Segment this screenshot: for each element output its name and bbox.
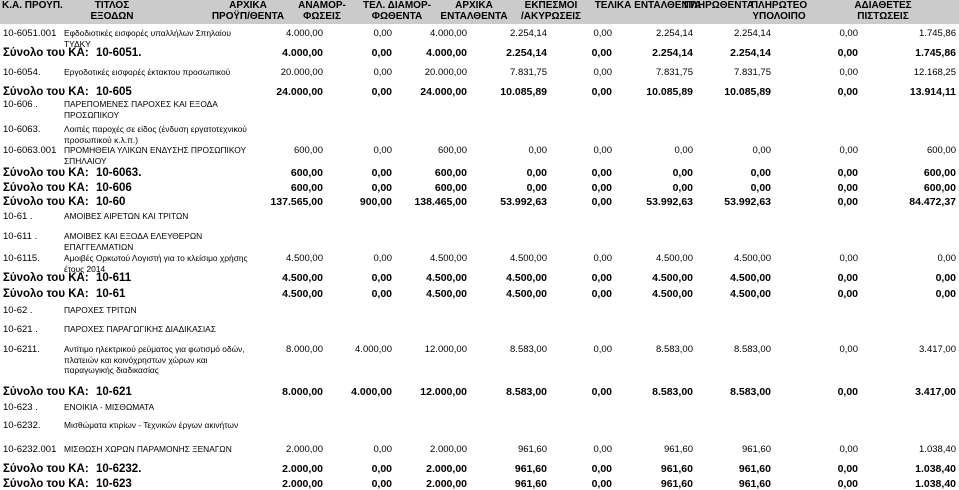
value-amendments: 4.000,00 bbox=[351, 386, 392, 398]
value-available-credit: 0,00 bbox=[937, 253, 956, 264]
value-amendments: 0,00 bbox=[373, 253, 392, 264]
value-amendments: 0,00 bbox=[371, 478, 392, 490]
value-amendments: 0,00 bbox=[371, 463, 392, 475]
value-amendments: 0,00 bbox=[373, 145, 392, 156]
value-amendments: 0,00 bbox=[371, 182, 392, 194]
value-paid: 961,60 bbox=[738, 463, 771, 475]
value-final-amended: 4.500,00 bbox=[426, 288, 467, 300]
value-final-committed: 2.254,14 bbox=[652, 47, 693, 59]
value-deductions: 0,00 bbox=[591, 386, 612, 398]
value-deductions: 0,00 bbox=[593, 28, 612, 39]
value-deductions: 0,00 bbox=[593, 253, 612, 264]
value-paid: 2.254,14 bbox=[730, 47, 771, 59]
value-payable-balance: 0,00 bbox=[839, 344, 858, 355]
value-payable-balance: 0,00 bbox=[837, 288, 858, 300]
value-deductions: 0,00 bbox=[593, 145, 612, 156]
header-line-1: Κ.Α. ΠΡΟΥΠ. bbox=[2, 0, 63, 11]
value-payable-balance: 0,00 bbox=[837, 478, 858, 490]
account-description: Μισθώματα κτιρίων - Τεχνικών έργων ακινήτων bbox=[64, 420, 239, 430]
total-code: 10-605 bbox=[96, 86, 132, 98]
value-paid: 961,60 bbox=[738, 478, 771, 490]
header-line-2: ΠΙΣΤΩΣΕΙΣ bbox=[857, 11, 909, 22]
value-paid: 8.583,00 bbox=[730, 386, 771, 398]
value-amendments: 0,00 bbox=[371, 288, 392, 300]
value-payable-balance: 0,00 bbox=[839, 444, 858, 455]
value-final-committed: 4.500,00 bbox=[652, 272, 693, 284]
value-initial-committed: 961,60 bbox=[517, 444, 547, 455]
account-code: 10-61 . bbox=[3, 211, 33, 222]
account-code: 10-6211. bbox=[3, 344, 40, 355]
header-line-2: ΦΩΣΕΙΣ bbox=[303, 11, 341, 22]
value-deductions: 0,00 bbox=[591, 196, 612, 208]
value-final-amended: 12.000,00 bbox=[420, 386, 467, 398]
value-payable-balance: 0,00 bbox=[837, 463, 858, 475]
value-initial-budget: 8.000,00 bbox=[282, 386, 323, 398]
value-deductions: 0,00 bbox=[591, 478, 612, 490]
value-paid: 4.500,00 bbox=[734, 253, 771, 264]
account-code: 10-6063.001 bbox=[3, 145, 57, 156]
value-initial-budget: 4.000,00 bbox=[286, 28, 323, 39]
value-paid: 961,60 bbox=[741, 444, 771, 455]
value-final-committed: 0,00 bbox=[672, 167, 693, 179]
total-code: 10-606 bbox=[96, 182, 132, 194]
value-final-committed: 961,60 bbox=[660, 478, 693, 490]
value-final-committed: 53.992,63 bbox=[646, 196, 693, 208]
value-paid: 4.500,00 bbox=[730, 272, 771, 284]
total-label: Σύνολο του ΚΑ: bbox=[3, 272, 89, 284]
value-available-credit: 0,00 bbox=[935, 288, 956, 300]
account-description: Αντίτιμο ηλεκτρικού ρεύματος για φωτισμό οδών, πλατειών και κοινόχρηστων χώρων και παραγωγικής διαδικασίας bbox=[64, 344, 245, 375]
account-description: Αμοιβές Ορκωτού Λογιστή για το κλείσιμο χρήσης έτους 2014 bbox=[64, 253, 248, 274]
value-initial-committed: 8.583,00 bbox=[510, 344, 547, 355]
value-payable-balance: 0,00 bbox=[839, 28, 858, 39]
total-code: 10-6063. bbox=[96, 167, 142, 179]
value-deductions: 0,00 bbox=[593, 344, 612, 355]
account-description: ΑΜΟΙΒΕΣ ΑΙΡΕΤΩΝ ΚΑΙ ΤΡΙΤΩΝ bbox=[64, 211, 189, 221]
value-payable-balance: 0,00 bbox=[839, 67, 858, 78]
value-final-committed: 4.500,00 bbox=[656, 253, 693, 264]
value-available-credit: 1.745,86 bbox=[915, 47, 956, 59]
account-description: ΠΑΡΟΧΕΣ ΤΡΙΤΩΝ bbox=[64, 305, 137, 315]
value-final-committed: 8.583,00 bbox=[656, 344, 693, 355]
account-code: 10-6232.001 bbox=[3, 444, 57, 455]
value-available-credit: 0,00 bbox=[935, 272, 956, 284]
header-line-1: ΑΔΙΑΘΕΤΕΣ bbox=[854, 0, 912, 11]
account-code: 10-6054. bbox=[3, 67, 41, 78]
account-description: ΕΝΟΙΚΙΑ - ΜΙΣΘΩΜΑΤΑ bbox=[64, 402, 155, 412]
header-line-1: ΑΡΧΙΚΑ bbox=[229, 0, 267, 11]
value-amendments: 0,00 bbox=[373, 28, 392, 39]
value-final-committed: 0,00 bbox=[674, 145, 693, 156]
total-label: Σύνολο του ΚΑ: bbox=[3, 182, 89, 194]
value-deductions: 0,00 bbox=[591, 182, 612, 194]
value-initial-budget: 137.565,00 bbox=[270, 196, 323, 208]
value-initial-committed: 8.583,00 bbox=[506, 386, 547, 398]
value-final-committed: 10.085,89 bbox=[646, 86, 693, 98]
total-code: 10-60 bbox=[96, 196, 126, 208]
value-final-amended: 138.465,00 bbox=[414, 196, 467, 208]
value-available-credit: 12.168,25 bbox=[913, 67, 956, 78]
value-deductions: 0,00 bbox=[591, 167, 612, 179]
value-final-amended: 4.500,00 bbox=[430, 253, 467, 264]
value-final-committed: 0,00 bbox=[672, 182, 693, 194]
value-final-committed: 4.500,00 bbox=[652, 288, 693, 300]
value-available-credit: 600,00 bbox=[923, 182, 956, 194]
header-payable-balance bbox=[719, 0, 839, 22]
value-deductions: 0,00 bbox=[591, 86, 612, 98]
total-code: 10-6051. bbox=[96, 47, 142, 59]
account-code: 10-6115. bbox=[3, 253, 40, 264]
value-initial-budget: 600,00 bbox=[293, 145, 323, 156]
account-code: 10-606 . bbox=[3, 99, 38, 110]
value-final-amended: 4.500,00 bbox=[426, 272, 467, 284]
value-initial-committed: 53.992,63 bbox=[500, 196, 547, 208]
value-final-committed: 7.831,75 bbox=[656, 67, 693, 78]
total-label: Σύνολο του ΚΑ: bbox=[3, 196, 89, 208]
total-label: Σύνολο του ΚΑ: bbox=[3, 478, 89, 490]
total-code: 10-6232. bbox=[96, 463, 142, 475]
value-paid: 53.992,63 bbox=[724, 196, 771, 208]
value-deductions: 0,00 bbox=[591, 47, 612, 59]
value-final-amended: 4.000,00 bbox=[430, 28, 467, 39]
value-initial-budget: 2.000,00 bbox=[282, 463, 323, 475]
value-final-amended: 20.000,00 bbox=[424, 67, 467, 78]
header-line-1: ΑΝΑΜΟΡ- bbox=[298, 0, 346, 11]
account-code: 10-62 . bbox=[3, 305, 33, 316]
value-payable-balance: 0,00 bbox=[839, 253, 858, 264]
value-payable-balance: 0,00 bbox=[839, 145, 858, 156]
account-description: ΜΙΣΘΩΣΗ ΧΩΡΩΝ ΠΑΡΑΜΟΝΗΣ ΞΕΝΑΓΩΝ bbox=[64, 444, 232, 454]
value-initial-budget: 4.500,00 bbox=[286, 253, 323, 264]
value-final-amended: 4.000,00 bbox=[426, 47, 467, 59]
value-deductions: 0,00 bbox=[593, 444, 612, 455]
value-final-amended: 600,00 bbox=[434, 182, 467, 194]
header-line-1: ΑΡΧΙΚΑ bbox=[455, 0, 493, 11]
account-code: 10-6063. bbox=[3, 124, 41, 135]
total-code: 10-61 bbox=[96, 288, 126, 300]
header-line-1: ΤΕΛ. ΔΙΑΜΟΡ- bbox=[363, 0, 431, 11]
account-code: 10-6232. bbox=[3, 420, 41, 431]
account-description: Εργοδοτικές εισφορές έκτακτου προσωπικού bbox=[64, 67, 231, 77]
value-initial-budget: 4.000,00 bbox=[282, 47, 323, 59]
value-final-amended: 2.000,00 bbox=[426, 478, 467, 490]
value-payable-balance: 0,00 bbox=[837, 167, 858, 179]
value-payable-balance: 0,00 bbox=[837, 272, 858, 284]
value-payable-balance: 0,00 bbox=[837, 386, 858, 398]
value-paid: 8.583,00 bbox=[734, 344, 771, 355]
account-description: ΠΡΟΜΗΘΕΙΑ ΥΛΙΚΩΝ ΕΝΔΥΣΗΣ ΠΡΟΣΩΠΙΚΟΥ ΣΠΗΛΑΙΟΥ bbox=[64, 145, 246, 166]
value-final-amended: 12.000,00 bbox=[424, 344, 467, 355]
total-label: Σύνολο του ΚΑ: bbox=[3, 288, 89, 300]
value-initial-budget: 24.000,00 bbox=[276, 86, 323, 98]
value-paid: 10.085,89 bbox=[724, 86, 771, 98]
value-amendments: 0,00 bbox=[371, 86, 392, 98]
value-initial-committed: 961,60 bbox=[514, 478, 547, 490]
header-line-1: ΕΚΠΕΣΜΟΙ bbox=[524, 0, 578, 11]
value-initial-budget: 600,00 bbox=[290, 167, 323, 179]
header-line-2: ΦΩΘΕΝΤΑ bbox=[371, 11, 423, 22]
value-final-committed: 8.583,00 bbox=[652, 386, 693, 398]
header-title bbox=[52, 0, 172, 22]
value-deductions: 0,00 bbox=[591, 463, 612, 475]
value-deductions: 0,00 bbox=[593, 67, 612, 78]
header-line-1: ΠΛΗΡΩΘΕΝΤΑ bbox=[683, 0, 755, 11]
value-initial-budget: 4.500,00 bbox=[282, 272, 323, 284]
account-description: Εφδοδιοτικές εισφορές υπαλλήλων Σπηλαίου ΤΥΔΚΥ bbox=[64, 28, 232, 49]
table-header bbox=[0, 0, 959, 24]
value-amendments: 4.000,00 bbox=[355, 344, 392, 355]
value-initial-committed: 10.085,89 bbox=[500, 86, 547, 98]
header-line-1: ΤΕΛΙΚΑ ΕΝΤΑΛΘΕΝΤΑ bbox=[594, 0, 702, 11]
value-final-committed: 961,60 bbox=[660, 463, 693, 475]
value-initial-committed: 0,00 bbox=[528, 145, 547, 156]
account-description: Λοιπές παροχές σε είδος (ένδυση εργατοτεχνικού προσωπικού κ.λ.π.) bbox=[64, 124, 247, 145]
value-payable-balance: 0,00 bbox=[837, 47, 858, 59]
account-description: ΑΜΟΙΒΕΣ ΚΑΙ ΕΞΟΔΑ ΕΛΕΥΘΕΡΩΝ ΕΠΑΓΓΕΛΜΑΤΙΩΝ bbox=[64, 231, 203, 252]
total-label: Σύνολο του ΚΑ: bbox=[3, 86, 89, 98]
value-paid: 0,00 bbox=[750, 167, 771, 179]
value-available-credit: 1.745,86 bbox=[919, 28, 956, 39]
value-amendments: 0,00 bbox=[373, 444, 392, 455]
value-initial-committed: 961,60 bbox=[514, 463, 547, 475]
value-deductions: 0,00 bbox=[591, 288, 612, 300]
value-amendments: 0,00 bbox=[371, 47, 392, 59]
account-description: ΠΑΡΕΠΟΜΕΝΕΣ ΠΑΡΟΧΕΣ ΚΑΙ ΕΞΟΔΑ ΠΡΟΣΩΠΙΚΟΥ bbox=[64, 99, 218, 120]
value-final-committed: 2.254,14 bbox=[656, 28, 693, 39]
total-code: 10-621 bbox=[96, 386, 132, 398]
value-initial-budget: 4.500,00 bbox=[282, 288, 323, 300]
value-initial-budget: 600,00 bbox=[290, 182, 323, 194]
value-payable-balance: 0,00 bbox=[837, 196, 858, 208]
header-line-2: ΕΞΟΔΩΝ bbox=[90, 11, 134, 22]
account-code: 10-621 . bbox=[3, 324, 38, 335]
value-final-amended: 2.000,00 bbox=[426, 463, 467, 475]
value-final-committed: 961,60 bbox=[663, 444, 693, 455]
value-final-amended: 600,00 bbox=[434, 167, 467, 179]
value-amendments: 0,00 bbox=[371, 167, 392, 179]
value-initial-budget: 8.000,00 bbox=[286, 344, 323, 355]
value-final-amended: 2.000,00 bbox=[430, 444, 467, 455]
value-initial-committed: 2.254,14 bbox=[510, 28, 547, 39]
value-available-credit: 13.914,11 bbox=[909, 86, 956, 98]
total-code: 10-623 bbox=[96, 478, 132, 490]
value-initial-committed: 2.254,14 bbox=[506, 47, 547, 59]
value-available-credit: 600,00 bbox=[923, 167, 956, 179]
header-line-1: ΤΙΤΛΟΣ bbox=[94, 0, 130, 11]
total-label: Σύνολο του ΚΑ: bbox=[3, 47, 89, 59]
value-available-credit: 3.417,00 bbox=[919, 344, 956, 355]
total-label: Σύνολο του ΚΑ: bbox=[3, 463, 89, 475]
value-available-credit: 1.038,40 bbox=[915, 463, 956, 475]
account-code: 10-611 . bbox=[3, 231, 38, 242]
value-available-credit: 1.038,40 bbox=[915, 478, 956, 490]
value-payable-balance: 0,00 bbox=[837, 182, 858, 194]
value-initial-committed: 4.500,00 bbox=[506, 288, 547, 300]
account-code: 10-623 . bbox=[3, 402, 38, 413]
value-deductions: 0,00 bbox=[591, 272, 612, 284]
total-code: 10-611 bbox=[96, 272, 132, 284]
value-available-credit: 3.417,00 bbox=[915, 386, 956, 398]
value-paid: 0,00 bbox=[752, 145, 771, 156]
value-initial-committed: 0,00 bbox=[526, 182, 547, 194]
total-label: Σύνολο του ΚΑ: bbox=[3, 167, 89, 179]
value-amendments: 0,00 bbox=[373, 67, 392, 78]
header-line-1: ΠΛΗΡΩΤΕΟ bbox=[750, 0, 808, 11]
header-line-2: ΕΝΤΑΛΘΕΝΤΑ bbox=[440, 11, 508, 22]
value-final-amended: 600,00 bbox=[437, 145, 467, 156]
header-line-2: /ΑΚΥΡΩΣΕΙΣ bbox=[520, 11, 582, 22]
header-available-credit bbox=[823, 0, 943, 22]
value-available-credit: 600,00 bbox=[926, 145, 956, 156]
header-line-2: ΠΡΟΫΠ/ΘΕΝΤΑ bbox=[211, 11, 285, 22]
value-initial-budget: 2.000,00 bbox=[286, 444, 323, 455]
value-paid: 2.254,14 bbox=[734, 28, 771, 39]
account-code: 10-6051.001 bbox=[3, 28, 57, 39]
account-description: ΠΑΡΟΧΕΣ ΠΑΡΑΓΩΓΙΚΗΣ ΔΙΑΔΙΚΑΣΙΑΣ bbox=[64, 324, 216, 334]
value-payable-balance: 0,00 bbox=[837, 86, 858, 98]
value-initial-budget: 2.000,00 bbox=[282, 478, 323, 490]
value-initial-budget: 20.000,00 bbox=[280, 67, 323, 78]
value-final-amended: 24.000,00 bbox=[420, 86, 467, 98]
value-initial-committed: 4.500,00 bbox=[510, 253, 547, 264]
value-paid: 4.500,00 bbox=[730, 288, 771, 300]
total-label: Σύνολο του ΚΑ: bbox=[3, 386, 89, 398]
value-initial-committed: 7.831,75 bbox=[510, 67, 547, 78]
value-initial-committed: 0,00 bbox=[526, 167, 547, 179]
value-amendments: 900,00 bbox=[359, 196, 392, 208]
value-available-credit: 84.472,37 bbox=[909, 196, 956, 208]
value-available-credit: 1.038,40 bbox=[919, 444, 956, 455]
value-paid: 0,00 bbox=[750, 182, 771, 194]
value-paid: 7.831,75 bbox=[734, 67, 771, 78]
value-amendments: 0,00 bbox=[371, 272, 392, 284]
value-initial-committed: 4.500,00 bbox=[506, 272, 547, 284]
header-line-2: ΥΠΟΛΟΙΠΟ bbox=[752, 11, 806, 22]
